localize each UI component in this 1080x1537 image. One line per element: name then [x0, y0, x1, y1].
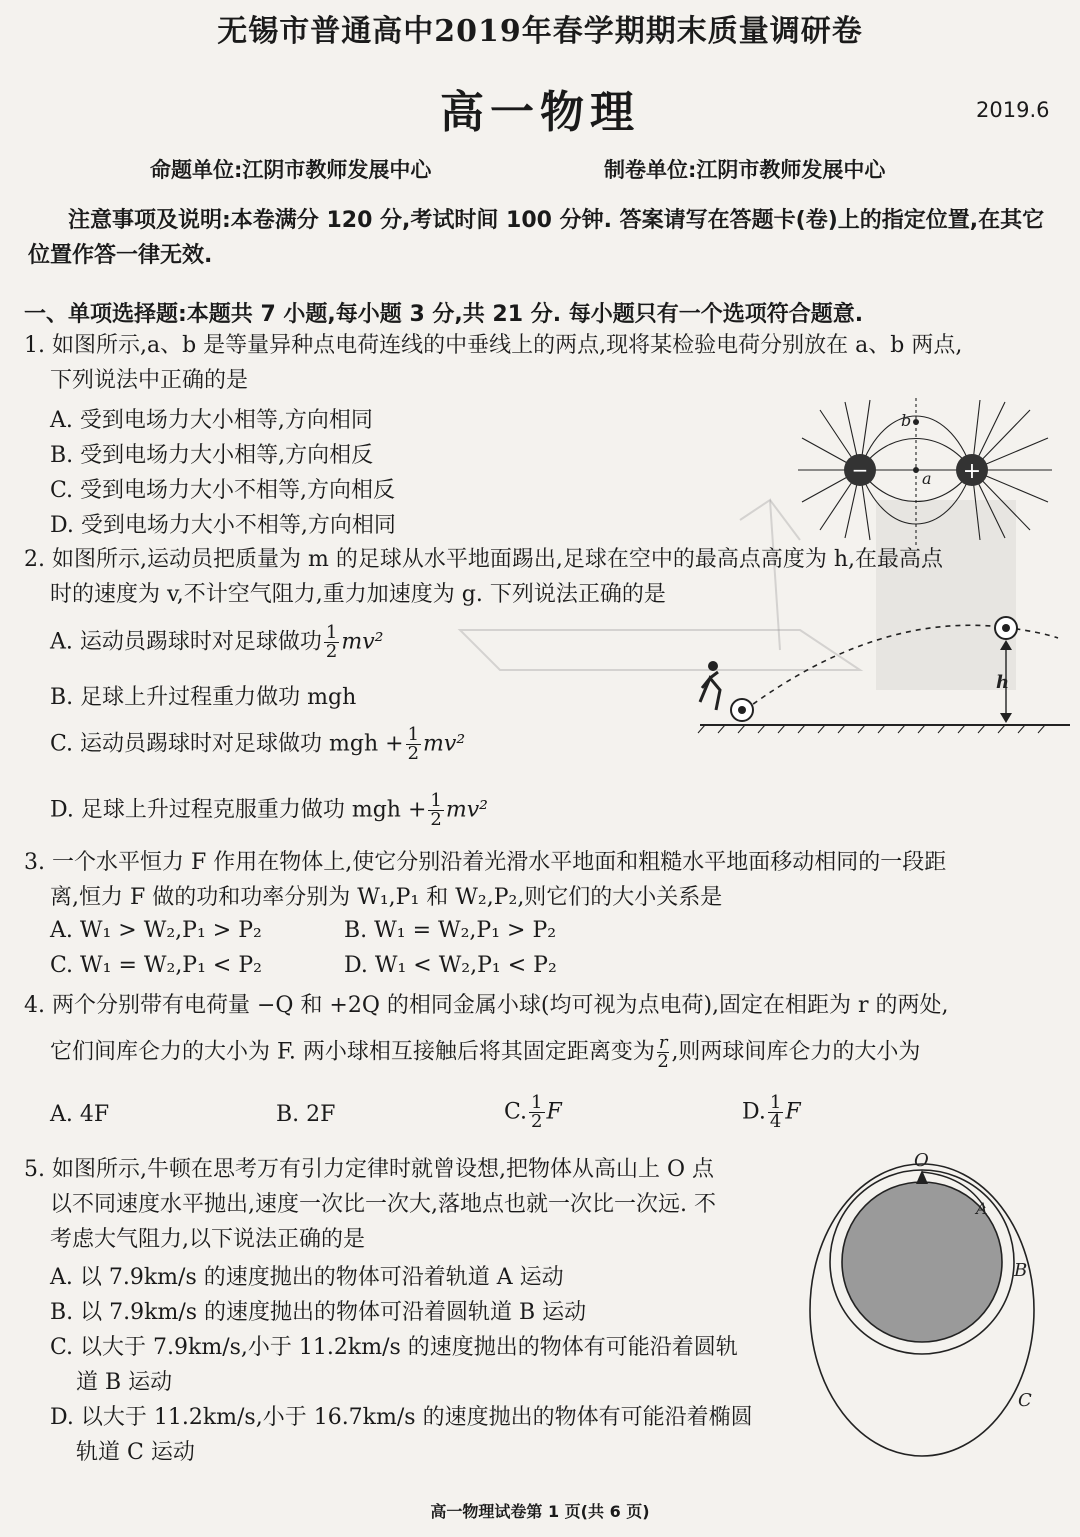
q1-option-d: D. 受到电场力大小不相等,方向相同 [50, 513, 396, 538]
q4-option-a: A. 4F [50, 1102, 110, 1127]
orbit-c-label: C [1018, 1390, 1032, 1411]
subject-title: 高一物理 [440, 87, 640, 138]
page-footer: 高一物理试卷第 1 页(共 6 页) [430, 1502, 650, 1521]
q5-orbit-figure [800, 1148, 1070, 1478]
q5-option-d-line1: D. 以大于 11.2km/s,小于 16.7km/s 的速度抛出的物体有可能沿着椭圆 [50, 1405, 753, 1430]
q4-stem-line1: 4. 两个分别带有电荷量 −Q 和 +2Q 的相同金属小球(均可视为点电荷),固定在相距为 r 的两处, [24, 993, 949, 1018]
q5-option-b: B. 以 7.9km/s 的速度抛出的物体可沿着圆轨道 B 运动 [50, 1300, 587, 1325]
q3-option-a: A. W₁ > W₂,P₁ > P₂ [50, 918, 262, 943]
q5-stem-line1: 5. 如图所示,牛顿在思考万有引力定律时就曾设想,把物体从高山上 O 点 [24, 1157, 714, 1182]
orbit-b-label: B [1014, 1260, 1028, 1281]
exam-notes: 注意事项及说明:本卷满分 120 分,考试时间 100 分钟. 答案请写在答题卡(卷)上的指定位置,在其它位置作答一律无效. [28, 208, 1045, 268]
q2-option-a: A. 运动员踢球时对足球做功 $\frac{1}{2}$ mv² [50, 622, 384, 662]
player-icon [700, 661, 720, 710]
q2-trajectory-figure [680, 610, 1070, 740]
q1-dipole-figure [790, 398, 1060, 548]
q5-option-d-line2: 轨道 C 运动 [76, 1440, 195, 1465]
point-a-label: a [922, 469, 932, 488]
q5-stem-line2: 以不同速度水平抛出,速度一次比一次大,落地点也就一次比一次远. 不 [50, 1192, 716, 1217]
q2-option-d: D. 足球上升过程克服重力做功 mgh + $\frac{1}{2}$ mv² [50, 790, 488, 830]
q2-stem-line2: 时的速度为 v,不计空气阻力,重力加速度为 g. 下列说法正确的是 [50, 582, 666, 607]
author-unit: 命题单位:江阴市教师发展中心 [150, 158, 432, 182]
q1-stem-line1: 1. 如图所示,a、b 是等量异种点电荷连线的中垂线上的两点,现将某检验电荷分别放在 a、b 两点, [24, 333, 963, 358]
q1-option-c: C. 受到电场力大小不相等,方向相反 [50, 478, 396, 503]
positive-sign: + [962, 459, 982, 484]
q5-option-c-line1: C. 以大于 7.9km/s,小于 11.2km/s 的速度抛出的物体有可能沿着圆轨 [50, 1335, 738, 1360]
q5-stem-line3: 考虑大气阻力,以下说法正确的是 [50, 1227, 365, 1252]
q5-option-c-line2: 道 B 运动 [76, 1370, 173, 1395]
q3-option-b: B. W₁ = W₂,P₁ > P₂ [344, 918, 557, 943]
q3-stem-line1: 3. 一个水平恒力 F 作用在物体上,使它分别沿着光滑水平地面和粗糙水平地面移动相同的一段距 [24, 850, 947, 875]
exam-title: 无锡市普通高中2019年春学期期末质量调研卷 [217, 14, 863, 49]
q2-option-b: B. 足球上升过程重力做功 mgh [50, 685, 357, 710]
point-b-label: b [901, 411, 912, 430]
q4-stem-line2: 它们间库仑力的大小为 F. 两小球相互接触后将其固定距离变为 $\frac{r}{2}$ ,则两球间库仑力的大小为 [50, 1032, 921, 1072]
q4-option-b: B. 2F [276, 1102, 336, 1127]
section-heading: 一、单项选择题:本题共 7 小题,每小题 3 分,共 21 分. 每小题只有一个选项符合题意. [24, 302, 864, 327]
q3-stem-line2: 离,恒力 F 做的功和功率分别为 W₁,P₁ 和 W₂,P₂,则它们的大小关系是 [50, 885, 723, 910]
exam-date: 2019.6 [976, 98, 1050, 122]
q2-stem-line1: 2. 如图所示,运动员把质量为 m 的足球从水平地面踢出,足球在空中的最高点高度为 h,在最高点 [24, 547, 943, 572]
print-unit: 制卷单位:江阴市教师发展中心 [604, 158, 886, 182]
q3-option-c: C. W₁ = W₂,P₁ < P₂ [50, 953, 262, 978]
orbit-a-label: A [976, 1199, 988, 1218]
q3-option-d: D. W₁ < W₂,P₁ < P₂ [344, 953, 557, 978]
q4-option-c: C. $\frac{1}{2}$ F [504, 1092, 562, 1132]
height-label: h [996, 672, 1010, 693]
q4-option-d: D. $\frac{1}{4}$ F [742, 1092, 801, 1132]
q1-option-b: B. 受到电场力大小相等,方向相反 [50, 443, 374, 468]
q1-option-a: A. 受到电场力大小相等,方向相同 [50, 408, 373, 433]
q1-stem-line2: 下列说法中正确的是 [50, 368, 249, 393]
negative-sign: − [851, 458, 869, 482]
q2-option-c: C. 运动员踢球时对足球做功 mgh + $\frac{1}{2}$ mv² [50, 724, 466, 764]
point-o-label: O [914, 1150, 929, 1171]
q5-option-a: A. 以 7.9km/s 的速度抛出的物体可沿着轨道 A 运动 [50, 1265, 564, 1290]
